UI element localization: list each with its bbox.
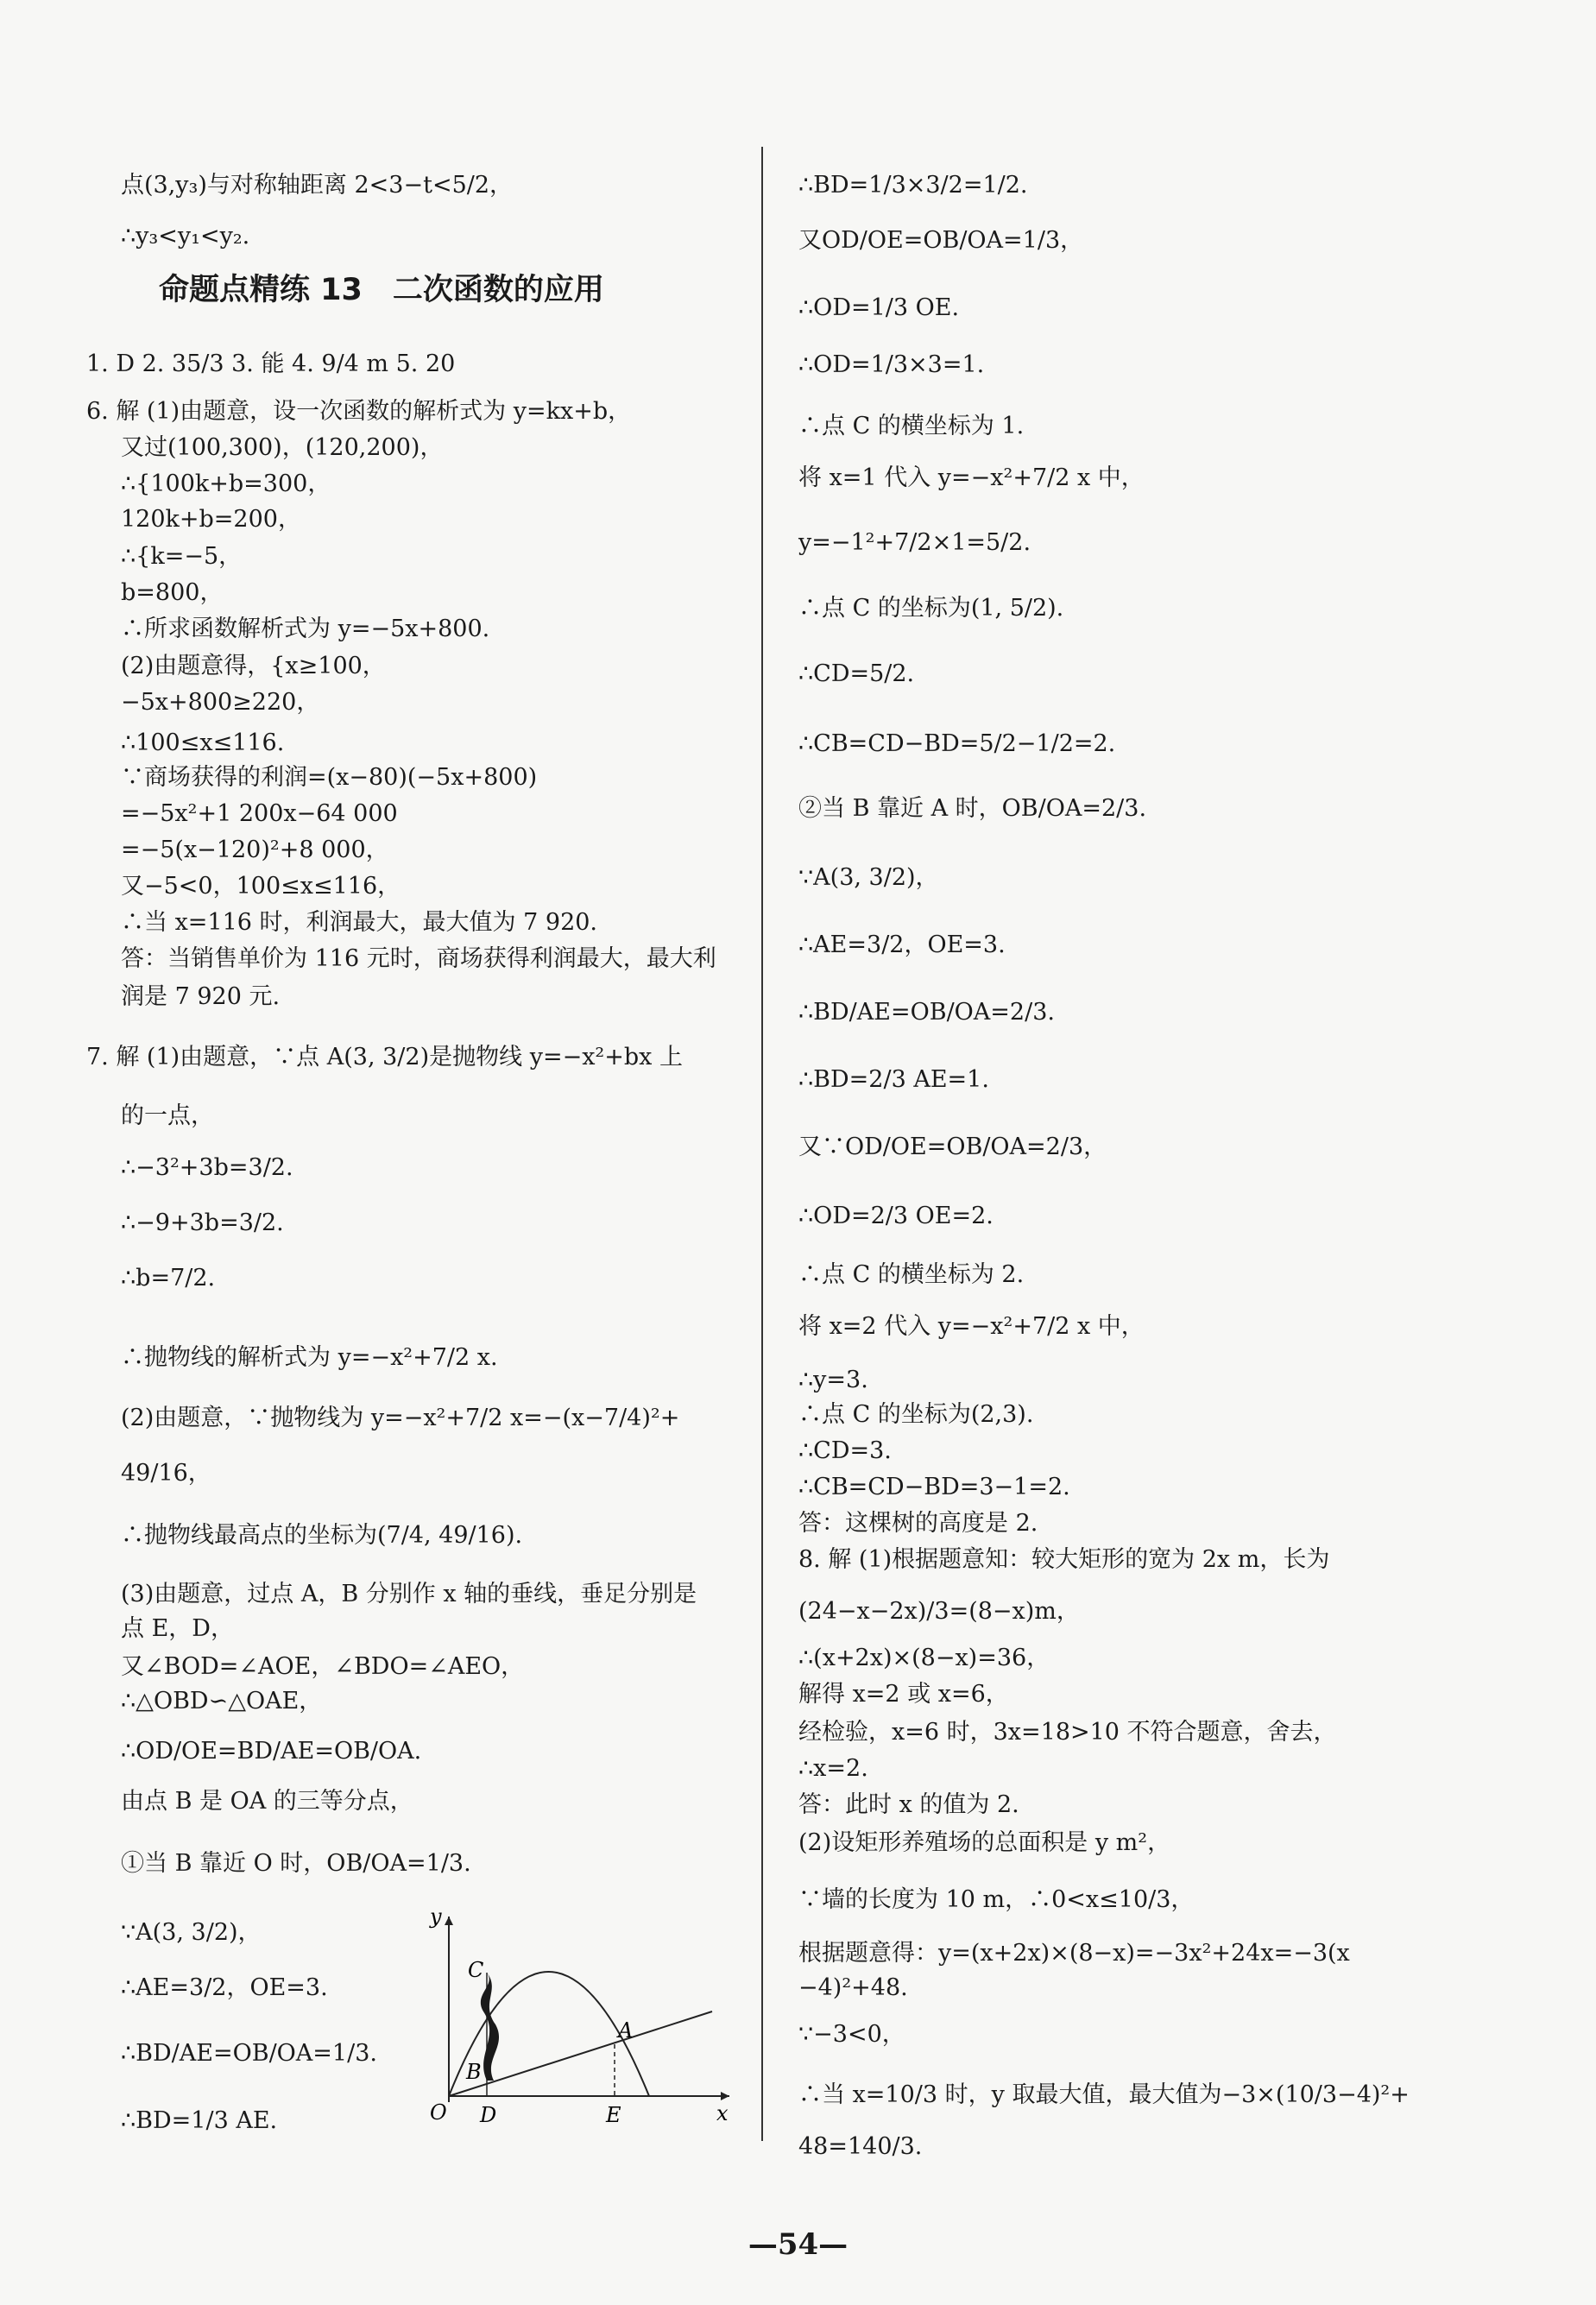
label-x: x <box>716 2101 729 2124</box>
right-line-26: ∴(x+2x)×(8−x)=36， <box>798 1645 1050 1671</box>
right-line-21: ∴CD=3. <box>798 1437 892 1464</box>
right-line-34: −4)²+48. <box>798 1974 908 2001</box>
right-line-0: ∴BD=1/3×3/2=1/2. <box>798 172 1028 199</box>
left-line-34: 由点 B 是 OA 的三等分点， <box>121 1788 413 1815</box>
left-line-16: 又−5<0，100≤x≤116， <box>121 873 401 900</box>
right-line-13: ∴BD/AE=OB/OA=2/3. <box>798 999 1055 1026</box>
column-divider <box>761 147 763 2141</box>
left-line-5: ∴{100k+b=300， <box>121 470 331 497</box>
label-c: C <box>468 1958 484 1982</box>
left-line-21: 的一点， <box>121 1102 214 1129</box>
right-line-33: 根据题意得：y=(x+2x)×(8−x)=−3x²+24x=−3(x <box>798 1940 1350 1967</box>
right-line-18: 将 x=2 代入 y=−x²+7/2 x 中， <box>798 1313 1145 1340</box>
right-line-32: ∵墙的长度为 10 m，∴0<x≤10/3， <box>798 1886 1195 1913</box>
left-line-10: (2)由题意得，{x≥100， <box>121 653 386 679</box>
left-line-39: ∴BD=1/3 AE. <box>121 2107 278 2134</box>
left-line-4: 又过(100,300)，(120,200)， <box>121 434 444 461</box>
left-line-20: 7. 解 (1)由题意，∵点 A(3, 3/2)是抛物线 y=−x²+bx 上 <box>86 1044 683 1070</box>
left-line-2: 1. D 2. 35/3 3. 能 4. 9/4 m 5. 20 <box>86 350 456 377</box>
left-line-7: ∴{k=−5， <box>121 543 243 570</box>
right-line-14: ∴BD=2/3 AE=1. <box>798 1066 989 1093</box>
left-line-35: ①当 B 靠近 O 时，OB/OA=1/3. <box>121 1850 471 1877</box>
right-line-5: 将 x=1 代入 y=−x²+7/2 x 中， <box>798 464 1145 491</box>
right-line-4: ∴点 C 的横坐标为 1. <box>798 413 1025 439</box>
left-line-1: ∴y₃<y₁<y₂. <box>121 223 250 249</box>
right-line-20: ∴点 C 的坐标为(2,3). <box>798 1401 1034 1428</box>
left-line-33: ∴OD/OE=BD/AE=OB/OA. <box>121 1738 422 1765</box>
left-line-11: −5x+800≥220， <box>121 689 320 716</box>
left-line-18: 答：当销售单价为 116 元时，商场获得利润最大，最大利 <box>121 945 716 972</box>
left-line-17: ∴当 x=116 时，利润最大，最大值为 7 920. <box>121 909 598 936</box>
right-line-30: 答：此时 x 的值为 2. <box>798 1791 1019 1818</box>
left-line-12: ∴100≤x≤116. <box>121 729 285 756</box>
left-line-36: ∵A(3, 3/2)， <box>121 1919 262 1946</box>
x-axis-arrow <box>721 2092 729 2100</box>
left-line-23: ∴−9+3b=3/2. <box>121 1209 284 1236</box>
right-line-36: ∴当 x=10/3 时，y 取最大值，最大值为−3×(10/3−4)²+ <box>798 2081 1410 2108</box>
tree-silhouette <box>481 1973 499 2081</box>
label-b: B <box>466 2060 482 2084</box>
left-line-19: 润是 7 920 元. <box>121 983 281 1010</box>
right-line-3: ∴OD=1/3×3=1. <box>798 351 985 378</box>
left-line-37: ∴AE=3/2，OE=3. <box>121 1974 328 2001</box>
right-line-2: ∴OD=1/3 OE. <box>798 294 960 321</box>
right-line-25: (24−x−2x)/3=(8−x)m， <box>798 1598 1080 1625</box>
right-line-24: 8. 解 (1)根据题意知：较大矩形的宽为 2x m，长为 <box>798 1546 1330 1573</box>
right-line-8: ∴CD=5/2. <box>798 660 915 687</box>
right-line-11: ∵A(3, 3/2)， <box>798 864 939 891</box>
label-o: O <box>430 2100 447 2124</box>
page-number: —54— <box>748 2227 848 2262</box>
left-line-6: 120k+b=200， <box>121 506 301 533</box>
left-line-8: b=800， <box>121 579 224 606</box>
left-line-27: 49/16， <box>121 1460 211 1487</box>
left-line-3: 6. 解 (1)由题意，设一次函数的解析式为 y=kx+b， <box>86 398 632 425</box>
label-e: E <box>606 2103 621 2124</box>
right-line-10: ②当 B 靠近 A 时，OB/OA=2/3. <box>798 795 1147 822</box>
right-line-7: ∴点 C 的坐标为(1, 5/2). <box>798 595 1064 622</box>
left-line-15: =−5(x−120)²+8 000， <box>121 837 389 863</box>
right-line-35: ∵−3<0， <box>798 2021 905 2048</box>
left-line-28: ∴抛物线最高点的坐标为(7/4, 49/16). <box>121 1522 523 1549</box>
left-line-32: ∴△OBD∽△OAE， <box>121 1688 323 1715</box>
left-line-13: ∵商场获得的利润=(x−80)(−5x+800) <box>121 764 538 791</box>
left-line-38: ∴BD/AE=OB/OA=1/3. <box>121 2040 377 2067</box>
right-line-16: ∴OD=2/3 OE=2. <box>798 1203 994 1229</box>
right-line-19: ∴y=3. <box>798 1367 868 1393</box>
left-line-31: 又∠BOD=∠AOE，∠BDO=∠AEO， <box>121 1653 525 1680</box>
right-line-12: ∴AE=3/2，OE=3. <box>798 931 1006 958</box>
right-line-37: 48=140/3. <box>798 2133 923 2160</box>
left-line-0: 点(3,y₃)与对称轴距离 2<3−t<5/2， <box>121 172 514 199</box>
right-line-15: 又∵OD/OE=OB/OA=2/3， <box>798 1134 1107 1160</box>
right-line-22: ∴CB=CD−BD=3−1=2. <box>798 1474 1070 1500</box>
y-axis-arrow <box>445 1917 453 1925</box>
left-line-9: ∴所求函数解析式为 y=−5x+800. <box>121 616 490 642</box>
right-line-29: ∴x=2. <box>798 1755 868 1782</box>
label-d: D <box>480 2103 497 2124</box>
right-line-17: ∴点 C 的横坐标为 2. <box>798 1261 1025 1288</box>
right-line-23: 答：这棵树的高度是 2. <box>798 1510 1038 1537</box>
right-line-28: 经检验，x=6 时，3x=18>10 不符合题意，舍去， <box>798 1719 1337 1746</box>
section-title: 命题点精练 13 二次函数的应用 <box>159 273 604 307</box>
left-line-30: 点 E，D， <box>121 1615 234 1642</box>
left-line-14: =−5x²+1 200x−64 000 <box>121 800 398 827</box>
left-line-25: ∴抛物线的解析式为 y=−x²+7/2 x. <box>121 1344 498 1371</box>
right-line-1: 又OD/OE=OB/OA=1/3， <box>798 227 1084 254</box>
label-y: y <box>430 1908 442 1929</box>
left-line-24: ∴b=7/2. <box>121 1265 216 1291</box>
label-a: A <box>618 2018 634 2043</box>
right-line-6: y=−1²+7/2×1=5/2. <box>798 529 1031 556</box>
left-line-22: ∴−3²+3b=3/2. <box>121 1154 293 1181</box>
right-line-31: (2)设矩形养殖场的总面积是 y m²， <box>798 1829 1171 1856</box>
right-line-27: 解得 x=2 或 x=6， <box>798 1681 1009 1708</box>
parabola-tree-figure <box>423 1908 742 2124</box>
right-line-9: ∴CB=CD−BD=5/2−1/2=2. <box>798 730 1116 757</box>
left-line-29: (3)由题意，过点 A，B 分别作 x 轴的垂线，垂足分别是 <box>121 1581 697 1607</box>
left-line-26: (2)由题意，∵抛物线为 y=−x²+7/2 x=−(x−7/4)²+ <box>121 1405 680 1431</box>
